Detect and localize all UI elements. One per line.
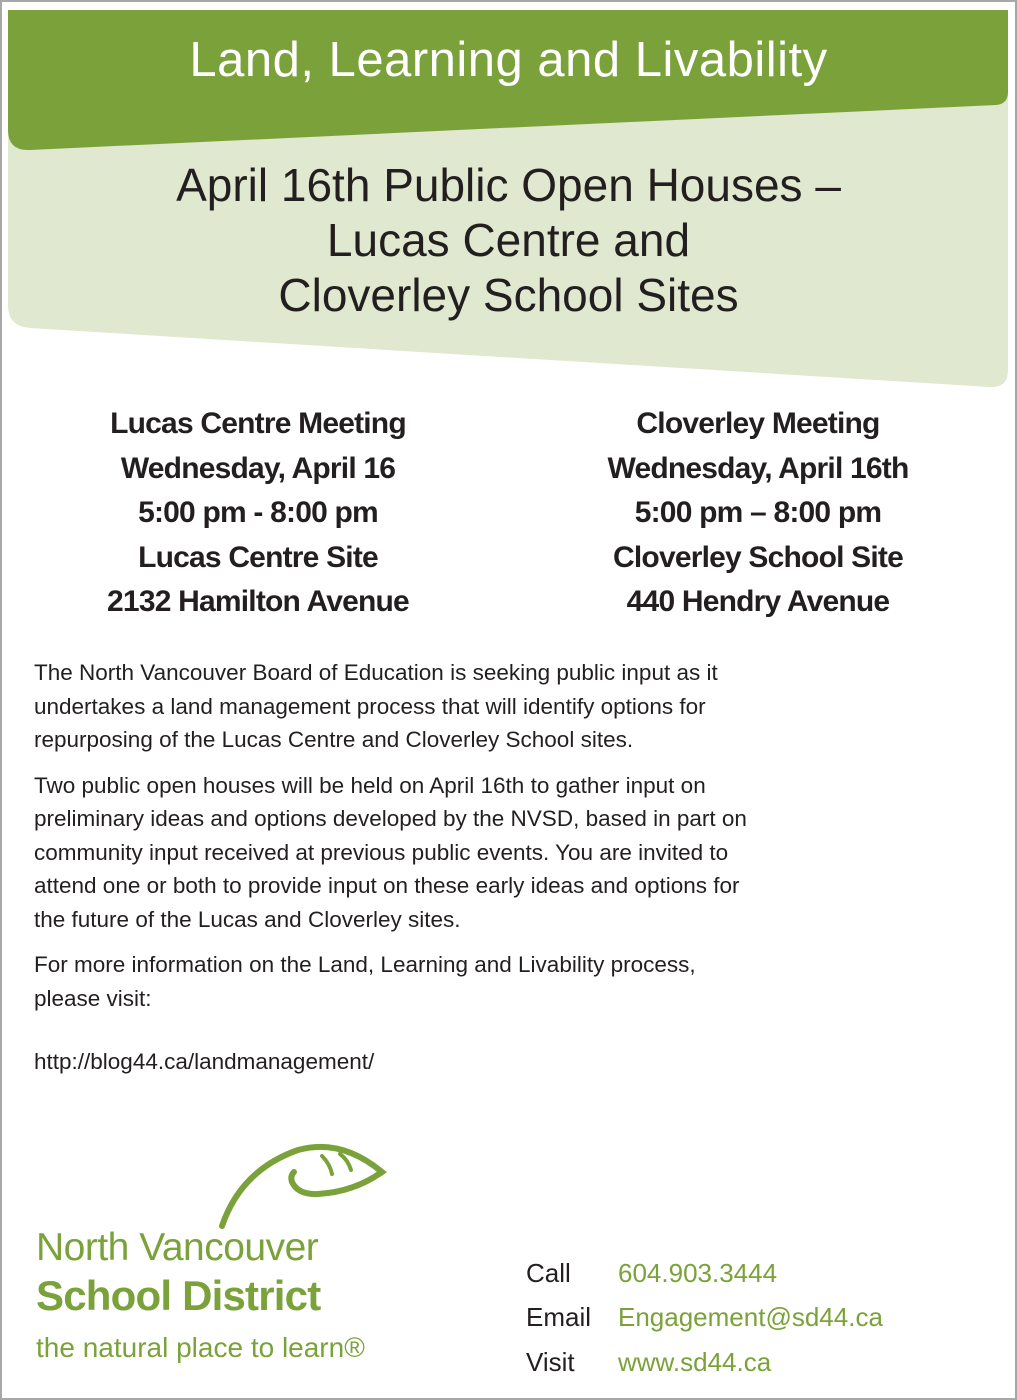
meeting-time: 5:00 pm – 8:00 pm [634,496,882,529]
meeting-title: Lucas Centre Meeting [110,407,406,440]
logo-line-2: School District [36,1272,321,1319]
info-url-link[interactable]: http://blog44.ca/landmanagement/ [34,1049,375,1074]
contact-row-call [526,1251,883,1296]
paragraph-intro [34,656,984,757]
text-line: Two public open houses will be held on April 16th to gather input on [34,772,706,798]
meeting-site: Cloverley School Site [613,540,903,574]
meeting-title: Cloverley Meeting [636,407,880,440]
meeting-address: 2132 Hamilton Avenue [107,585,409,618]
text-line: preliminary ideas and options developed by the NVSD, based in part on [34,806,747,831]
contact-row-visit [526,1340,883,1385]
nvsd-logo [36,1140,456,1380]
headline-line: Lucas Centre and [326,214,691,266]
email-link[interactable]: Engagement@sd44.ca [618,1302,883,1333]
contact-label: Email [526,1302,592,1333]
body-text [34,656,984,1027]
text-line: undertakes a land management process that will identify options for [34,693,706,719]
meeting-time: 5:00 pm - 8:00 pm [138,496,378,529]
headline-line: April 16th Public Open Houses – [176,159,841,211]
website-link[interactable]: www.sd44.ca [618,1346,772,1377]
contact-label: Call [526,1257,571,1288]
text-line: The North Vancouver Board of Education is seeking public input as it [34,660,718,685]
headline-line: Cloverley School Sites [278,269,739,321]
logo-line-1: North Vancouver [36,1226,319,1269]
text-line: attend one or both to provide input on these early ideas and options for [34,873,740,898]
phone-number[interactable]: 604.903.3444 [618,1257,778,1288]
meeting-site: Lucas Centre Site [138,540,378,574]
page-headline [0,158,1017,323]
contact-label: Visit [526,1346,575,1377]
paragraph-more-info [34,948,984,1015]
banner-title: Land, Learning and Livability [189,33,828,87]
meeting-date: Wednesday, April 16 [120,451,396,485]
meeting-date: Wednesday, April 16th [607,451,909,485]
text-line: repurposing of the Lucas Centre and Cloverley School sites. [34,727,634,752]
cloverley-meeting-info [548,402,968,625]
paragraph-open-houses [34,769,984,937]
contact-row-email [526,1296,883,1341]
text-line: For more information on the Land, Learning and Livability process, [34,952,696,977]
contact-info [526,1251,883,1385]
lucas-meeting-info [48,402,468,625]
text-line: the future of the Lucas and Cloverley sites. [34,906,461,932]
leaf-icon [36,1140,456,1230]
text-line: community input received at previous public events. You are invited to [34,839,729,865]
text-line: please visit: [34,985,152,1011]
meeting-address: 440 Hendry Avenue [626,585,890,618]
logo-tagline: the natural place to learn® [36,1332,365,1363]
